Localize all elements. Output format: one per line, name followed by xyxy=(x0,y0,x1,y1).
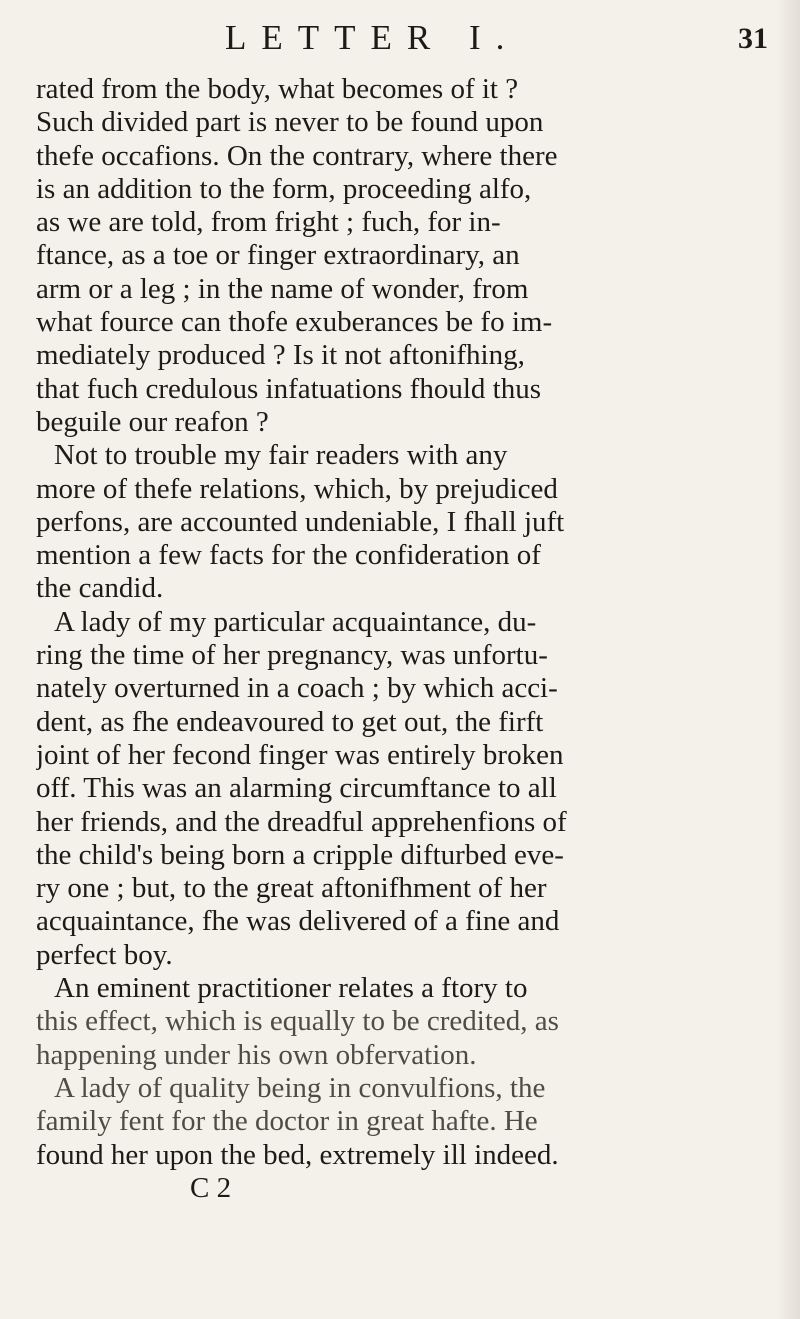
text-line: the candid. xyxy=(36,572,164,605)
text-line: is an addition to the form, proceeding alfo, xyxy=(36,172,532,205)
text-line: ry one ; but, to the great aftonifhment of her xyxy=(36,872,547,905)
text-line: nately overturned in a coach ; by which acci- xyxy=(36,672,558,705)
paragraph-start-line: A lady of quality being in convulfions, the xyxy=(54,1071,546,1104)
text-line: ftance, as a toe or finger extraordinary, an xyxy=(36,239,520,272)
text-line: joint of her fecond finger was entirely broken xyxy=(36,738,564,771)
text-line: thefe occafions. On the contrary, where there xyxy=(36,139,558,172)
running-head xyxy=(0,18,800,58)
text-line: as we are told, from fright ; fuch, for in- xyxy=(36,206,501,239)
text-line: happening under his own obfervation. xyxy=(36,1038,477,1071)
text-line: the child's being born a cripple difturbed eve- xyxy=(36,838,564,871)
text-line: mention a few facts for the confideration of xyxy=(36,539,541,572)
paragraph-start-line: A lady of my particular acquaintance, du- xyxy=(54,605,537,638)
text-line: perfons, are accounted undeniable, I fhall juft xyxy=(36,505,565,538)
text-line: mediately produced ? Is it not aftonifhing, xyxy=(36,339,525,372)
text-line: found her upon the bed, extremely ill indeed. xyxy=(36,1138,559,1171)
text-line: acquaintance, fhe was delivered of a fine and xyxy=(36,905,560,938)
text-line: dent, as fhe endeavoured to get out, the firft xyxy=(36,705,544,738)
text-line: Such divided part is never to be found upon xyxy=(36,106,544,139)
paragraph-start-line: Not to trouble my fair readers with any xyxy=(54,439,508,472)
text-line: that fuch credulous infatuations fhould thus xyxy=(36,372,541,405)
text-line: what fource can thofe exuberances be fo im- xyxy=(36,306,553,339)
running-title: LETTER I. xyxy=(225,18,520,57)
text-line: perfect boy. xyxy=(36,938,173,971)
text-line: off. This was an alarming circumftance to all xyxy=(36,772,557,805)
text-line: beguile our reafon ? xyxy=(36,405,269,438)
paragraph-start-line: An eminent practitioner relates a ftory to xyxy=(54,972,528,1005)
signature-mark: C 2 xyxy=(190,1171,232,1204)
text-line: ring the time of her pregnancy, was unfortu- xyxy=(36,639,548,672)
text-line: more of thefe relations, which, by prejudiced xyxy=(36,472,558,505)
text-line: arm or a leg ; in the name of wonder, from xyxy=(36,272,529,305)
text-line: her friends, and the dreadful apprehenfions of xyxy=(36,805,567,838)
text-line: this effect, which is equally to be credited, as xyxy=(36,1005,559,1038)
text-line: family fent for the doctor in great hafte. He xyxy=(36,1105,538,1138)
body-text xyxy=(36,73,776,1205)
text-line: rated from the body, what becomes of it ? xyxy=(36,73,519,105)
page-number: 31 xyxy=(738,22,768,55)
